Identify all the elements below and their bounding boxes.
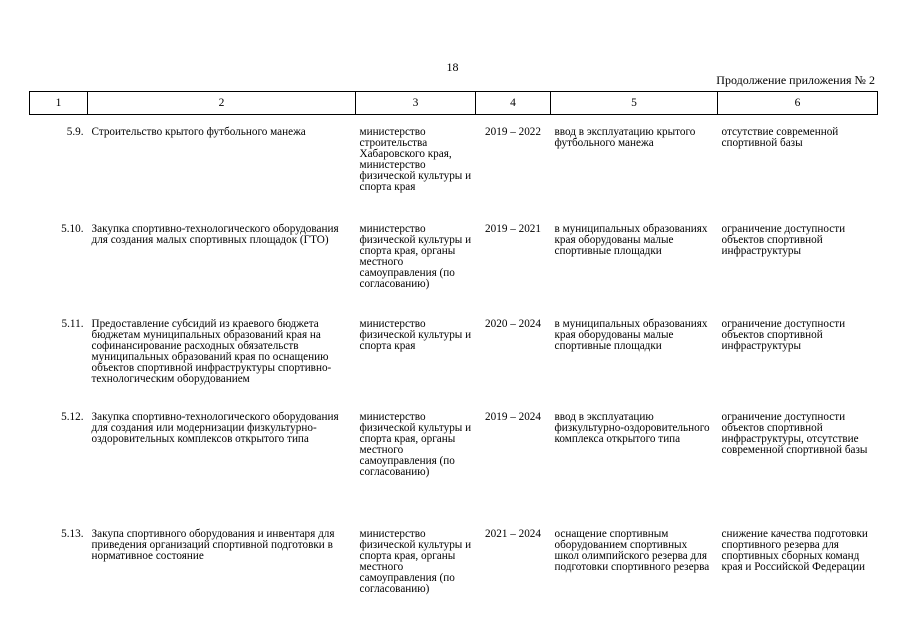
continuation-label: Продолжение приложения № 2 (716, 73, 875, 87)
expected-result: ввод в эксплуатацию физкультурно-оздоровительного комплекса открытого типа (554, 411, 710, 445)
header-col-5: 5 (551, 92, 718, 115)
header-col-3: 3 (356, 92, 476, 115)
row-number: 5.9. (66, 126, 84, 138)
row-number: 5.11. (61, 318, 84, 330)
header-col-6: 6 (718, 92, 878, 115)
term: 2020 – 2024 (485, 318, 541, 330)
measure-name: Закупка спортивно-технологического оборудования для создания малых спортивных площадок (ГТО) (91, 223, 339, 246)
table-row (30, 412, 878, 529)
measures-table (29, 91, 878, 619)
term: 2019 – 2022 (485, 126, 541, 138)
header-row (30, 92, 878, 115)
term: 2019 – 2021 (485, 223, 541, 235)
measure-name: Закупа спортивного оборудования и инвентаря для приведения организаций спортивной подготовки в нормативное состояние (91, 528, 335, 562)
measure-name: Строительство крытого футбольного манежа (91, 126, 306, 138)
measure-name: Предоставление субсидий из краевого бюджета бюджетам муниципальных образований края на софинансирование расходных обязательств муниципальных образований края по оснащению объектов спортивной инфраструктуры спортивно-технологическим оборудованием (91, 318, 332, 385)
executor: министерство физической культуры и спорта края, органы местного самоуправления (по согласованию) (359, 411, 472, 478)
row-number: 5.12. (61, 411, 84, 423)
term: 2019 – 2024 (485, 411, 541, 423)
header-col-4: 4 (476, 92, 551, 115)
table-row (30, 529, 878, 619)
table-row (30, 319, 878, 412)
term: 2021 – 2024 (485, 528, 541, 540)
expected-result: ввод в эксплуатацию крытого футбольного манежа (554, 126, 696, 149)
row-number: 5.10. (61, 223, 84, 235)
consequence: отсутствие современной спортивной базы (721, 126, 839, 149)
row-number: 5.13. (61, 528, 84, 540)
measure-name: Закупка спортивно-технологического оборудования для создания или модернизации физкультурно-оздоровительных комплексов открытого типа (91, 411, 339, 445)
executor: министерство физической культуры и спорта края, органы местного самоуправления (по согласованию) (359, 528, 472, 595)
consequence: снижение качества подготовки спортивного резерва для спортивных сборных команд края и Российской Федерации (721, 528, 868, 573)
executor: министерство строительства Хабаровского края, министерство физической культуры и спорта края (359, 126, 472, 193)
expected-result: оснащение спортивным оборудованием спортивных школ олимпийского резерва для подготовки спортивного резерва (554, 528, 710, 573)
consequence: ограничение доступности объектов спортивной инфраструктуры (721, 318, 846, 352)
table-row (30, 224, 878, 319)
header-col-2: 2 (88, 92, 356, 115)
table-row (30, 127, 878, 224)
expected-result: в муниципальных образованиях края оборудованы малые спортивные площадки (554, 223, 708, 257)
expected-result: в муниципальных образованиях края оборудованы малые спортивные площадки (554, 318, 708, 352)
header-col-1: 1 (30, 92, 88, 115)
consequence: ограничение доступности объектов спортивной инфраструктуры, отсутствие современной спортивной базы (721, 411, 868, 456)
executor: министерство физической культуры и спорта края, органы местного самоуправления (по согласованию) (359, 223, 472, 290)
page-number: 18 (446, 60, 459, 74)
consequence: ограничение доступности объектов спортивной инфраструктуры (721, 223, 846, 257)
executor: министерство физической культуры и спорта края (359, 318, 472, 352)
